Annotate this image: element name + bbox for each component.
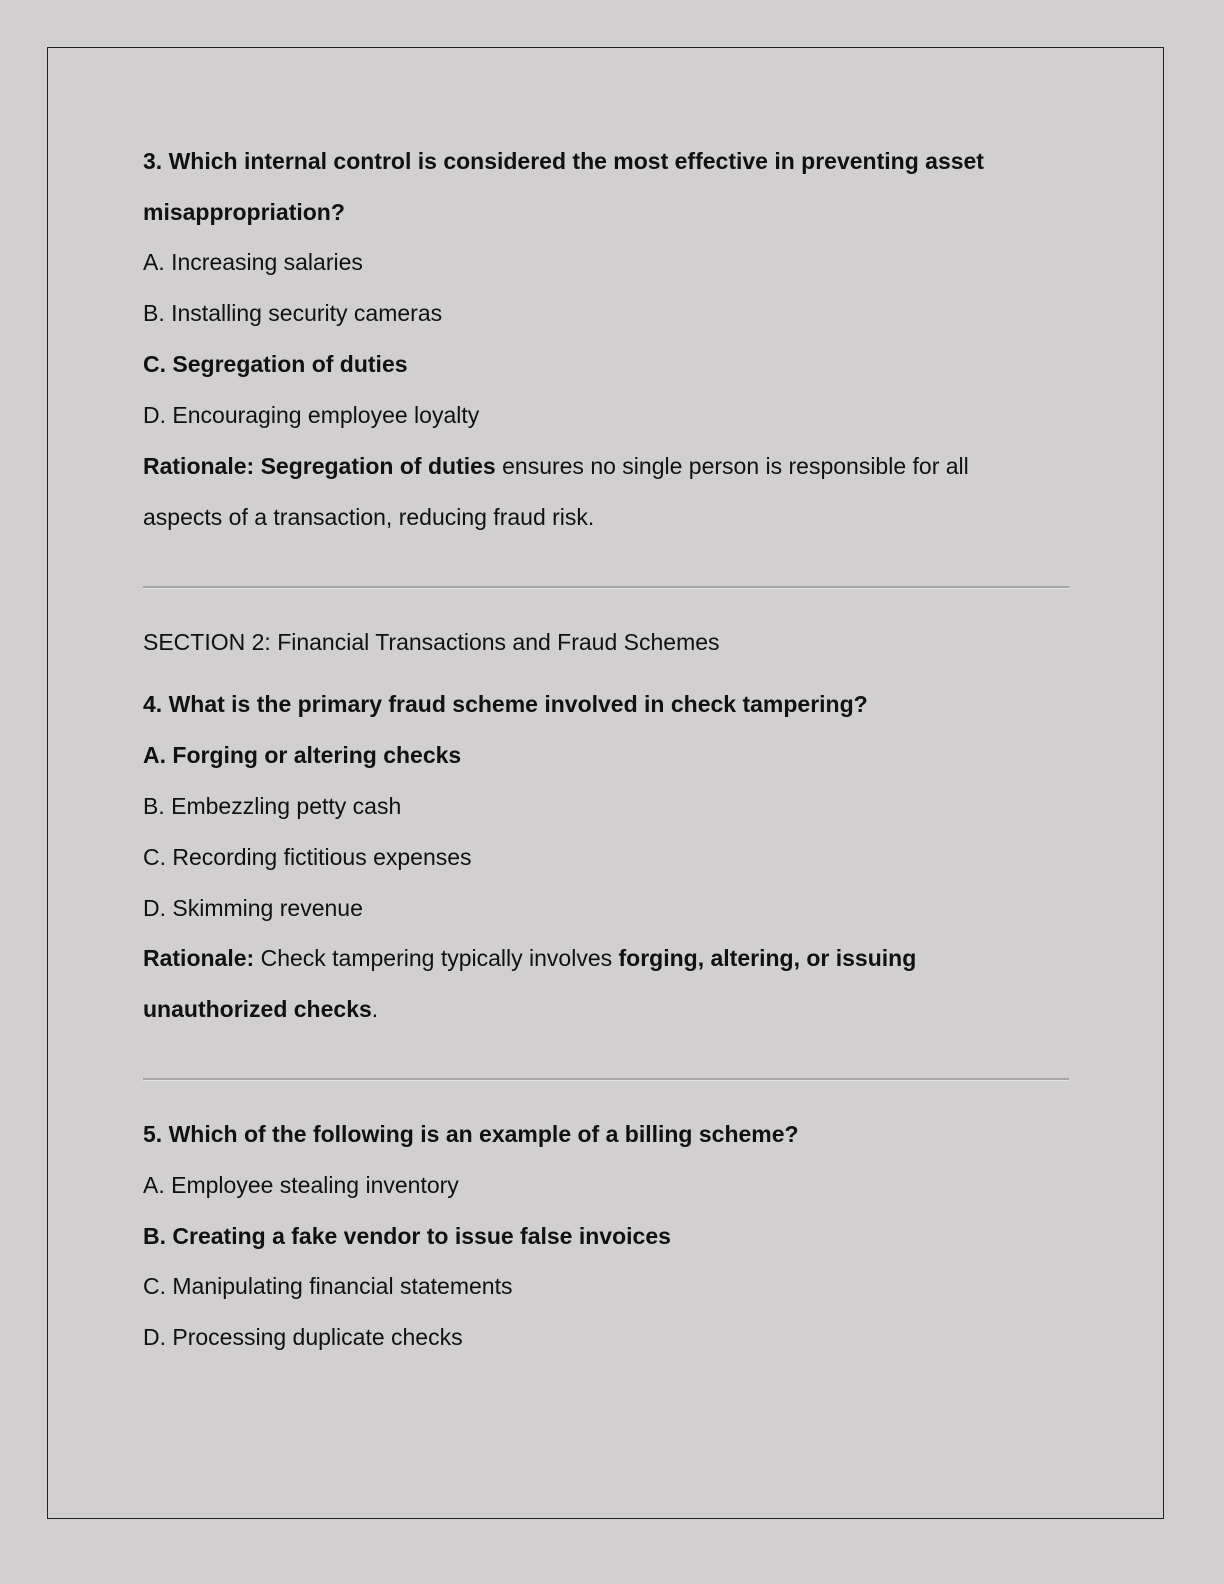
q4-rationale-label: Rationale: xyxy=(143,945,255,971)
q5-option-b: B. Creating a fake vendor to issue false invoices xyxy=(143,1223,671,1249)
divider-1 xyxy=(143,586,1069,588)
q3-option-d: D. Encouraging employee loyalty xyxy=(143,402,480,428)
q4-question: 4. What is the primary fraud scheme involved in check tampering? xyxy=(143,691,868,717)
q4-rationale-emphasis-1: forging, altering, or issuing xyxy=(618,945,917,971)
q3-rationale-label: Rationale: Segregation of duties xyxy=(143,453,496,479)
q4-rationale-end: . xyxy=(371,996,379,1022)
q3-rationale-line1 xyxy=(143,452,969,480)
q4-option-d: D. Skimming revenue xyxy=(143,895,363,921)
q3-option-c: C. Segregation of duties xyxy=(143,351,408,377)
q3-option-a: A. Increasing salaries xyxy=(143,249,363,275)
q5-option-c: C. Manipulating financial statements xyxy=(143,1273,513,1299)
q5-option-a: A. Employee stealing inventory xyxy=(143,1172,459,1198)
q5-question: 5. Which of the following is an example of a billing scheme? xyxy=(143,1121,799,1147)
q3-option-b: B. Installing security cameras xyxy=(143,300,443,326)
q3-question-line2: misappropriation? xyxy=(143,199,345,225)
divider-2 xyxy=(143,1078,1069,1080)
q4-rationale-line2 xyxy=(143,995,378,1023)
q4-rationale-text: Check tampering typically involves xyxy=(254,945,619,971)
q3-rationale-line2: aspects of a transaction, reducing fraud risk. xyxy=(143,504,595,530)
q4-rationale-emphasis-2: unauthorized checks xyxy=(143,996,372,1022)
q4-option-a: A. Forging or altering checks xyxy=(143,742,462,768)
section-2-heading: SECTION 2: Financial Transactions and Fraud Schemes xyxy=(143,629,720,655)
q4-option-b: B. Embezzling petty cash xyxy=(143,793,402,819)
q4-option-c: C. Recording fictitious expenses xyxy=(143,844,472,870)
q3-rationale-text: ensures no single person is responsible for all xyxy=(495,453,969,479)
q5-option-d: D. Processing duplicate checks xyxy=(143,1324,463,1350)
q3-question-line1: 3. Which internal control is considered the most effective in preventing asset xyxy=(143,148,984,174)
q4-rationale-line1 xyxy=(143,944,916,972)
